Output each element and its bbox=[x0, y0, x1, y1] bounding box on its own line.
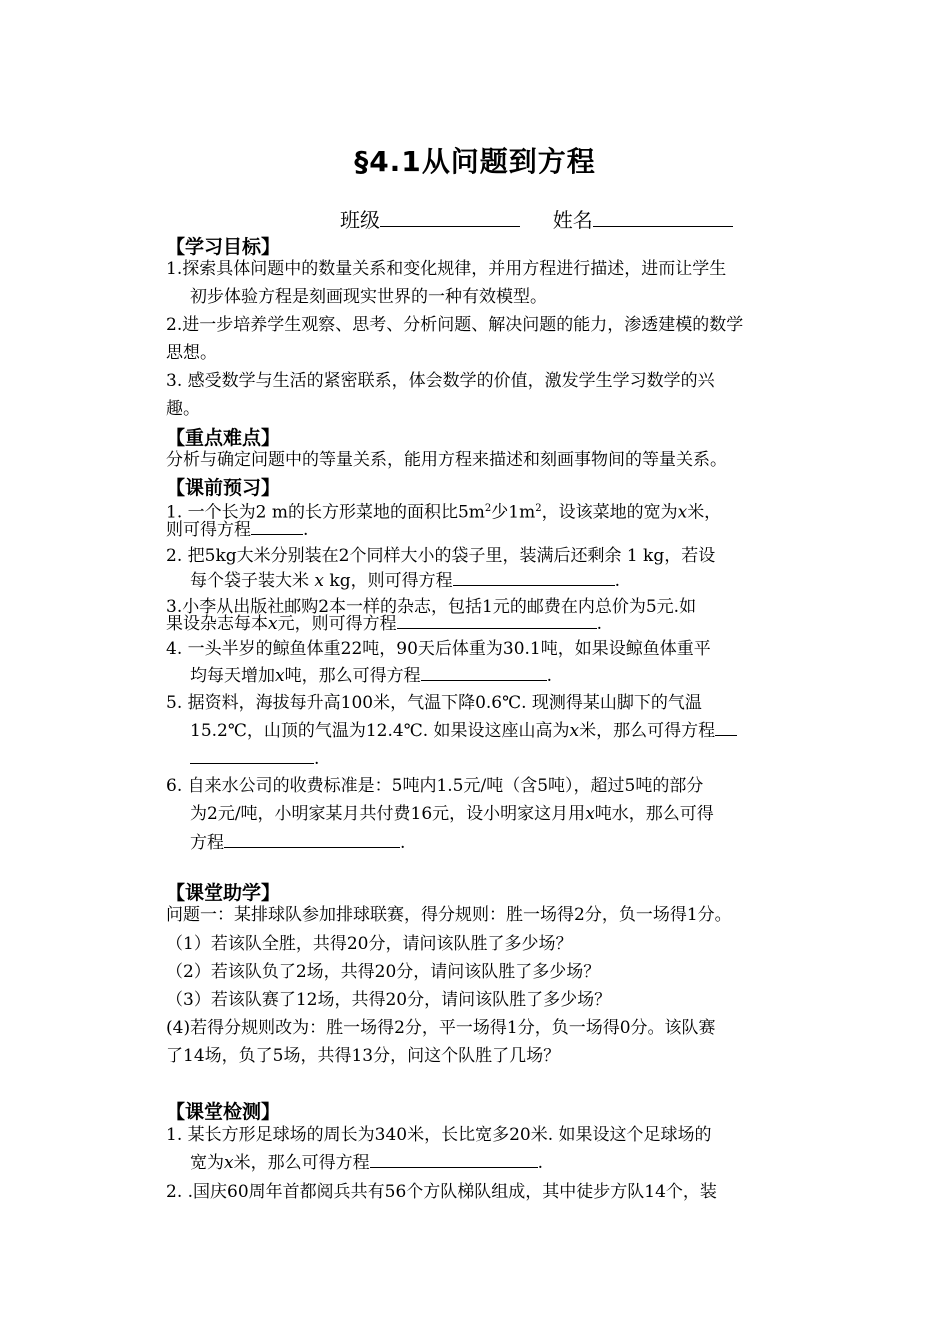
q1-variable: x bbox=[677, 502, 688, 523]
q1-answer-blank[interactable] bbox=[251, 520, 303, 535]
preview-q6-line-3 bbox=[190, 832, 405, 854]
q6-text-a: 为2元/吨，小明家某月共付费16元，设小明家这月用 bbox=[190, 804, 586, 824]
q3-text-b: 元，则可得方程 bbox=[277, 614, 397, 634]
q1-period: . bbox=[303, 520, 309, 540]
q2-period: . bbox=[614, 571, 620, 591]
preview-q5-line-1: 5. 据资料，海拔每升高100米，气温下降0.6℃. 现测得某山脚下的气温 bbox=[166, 693, 702, 713]
q1-text-e: 则可得方程 bbox=[166, 520, 251, 540]
q3-answer-blank[interactable] bbox=[397, 614, 597, 629]
q1-text-a: 1. 一个长为2 m的长方形菜地的面积比5m bbox=[166, 502, 485, 523]
q6-answer-blank[interactable] bbox=[224, 833, 400, 848]
q6-period: . bbox=[400, 833, 406, 853]
preview-q3-line-2 bbox=[166, 613, 602, 635]
preview-q4-line-2 bbox=[190, 665, 552, 687]
q5-text-a: 15.2℃，山顶的气温为12.4℃. 如果设这座山高为 bbox=[190, 721, 570, 741]
problem-1-sub-1: （1）若该队全胜，共得20分，请问该队胜了多少场？ bbox=[166, 934, 573, 954]
q5-answer-blank-start[interactable] bbox=[715, 721, 737, 736]
q6-text-c: 方程 bbox=[190, 833, 224, 853]
section-heading-goals: 【学习目标】 bbox=[166, 236, 281, 258]
goal-2-line-2: 思想。 bbox=[166, 343, 217, 363]
name-field[interactable] bbox=[593, 208, 733, 227]
preview-q6-line-1: 6. 自来水公司的收费标准是：5吨内1.5元/吨（含5吨），超过5吨的部分 bbox=[166, 776, 704, 796]
q2-answer-blank[interactable] bbox=[453, 571, 615, 586]
preview-q2-line-1: 2. 把5kg大米分别装在2个同样大小的袋子里，装满后还剩余 1 kg，若设 bbox=[166, 546, 716, 566]
name-label: 姓名 bbox=[552, 208, 593, 232]
check-q1-line-1: 1. 某长方形足球场的周长为340米，长比宽多20米. 如果设这个足球场的 bbox=[166, 1125, 712, 1145]
class-label: 班级 bbox=[340, 208, 380, 232]
q4-variable: x bbox=[275, 666, 285, 686]
preview-q1-line-2 bbox=[166, 519, 308, 541]
section-heading-preview: 【课前预习】 bbox=[166, 477, 281, 499]
c1-variable: x bbox=[224, 1153, 234, 1173]
q1-text-c: ，设该菜地的宽为 bbox=[541, 502, 678, 523]
preview-q3-line-1: 3.小李从出版社邮购2本一样的杂志，包括1元的邮费在内总价为5元.如 bbox=[166, 597, 697, 617]
student-info bbox=[340, 204, 733, 233]
q4-answer-blank[interactable] bbox=[421, 666, 547, 681]
c1-period: . bbox=[537, 1153, 543, 1173]
preview-q4-line-1: 4. 一头半岁的鲸鱼体重22吨，90天后体重为30.1吨，如果设鲸鱼体重平 bbox=[166, 639, 711, 659]
q2-variable: x bbox=[314, 571, 324, 591]
problem-1-sub-4-line-2: 了14场，负了5场，共得13分，问这个队胜了几场？ bbox=[166, 1046, 561, 1066]
q4-period: . bbox=[546, 666, 552, 686]
c1-text-b: 米，那么可得方程 bbox=[233, 1153, 370, 1173]
q2-text-a: 每个袋子装大米 bbox=[190, 571, 315, 591]
key-points-text: 分析与确定问题中的等量关系，能用方程来描述和刻画事物间的等量关系。 bbox=[166, 450, 727, 470]
c1-answer-blank[interactable] bbox=[370, 1153, 538, 1168]
preview-q5-line-3 bbox=[190, 748, 319, 770]
section-heading-key: 【重点难点】 bbox=[166, 427, 281, 449]
q5-variable: x bbox=[569, 721, 580, 741]
class-field[interactable] bbox=[380, 208, 520, 227]
page-title: §4.1从问题到方程 bbox=[354, 145, 596, 178]
goal-1-line-2: 初步体验方程是刻画现实世界的一种有效模型。 bbox=[190, 287, 547, 307]
goal-1-line-1: 1.探索具体问题中的数量关系和变化规律，并用方程进行描述，进而让学生 bbox=[166, 259, 727, 279]
q1-text-b: 少1m bbox=[491, 502, 536, 523]
q6-text-b: 吨水，那么可得 bbox=[594, 804, 714, 824]
problem-1-sub-4-line-1: (4)若得分规则改为：胜一场得2分，平一场得1分，负一场得0分。该队赛 bbox=[166, 1018, 716, 1038]
q1-sup-1: 2 bbox=[484, 503, 492, 514]
preview-q2-line-2 bbox=[190, 570, 620, 592]
goal-2-line-1: 2.进一步培养学生观察、思考、分析问题、解决问题的能力，渗透建模的数学 bbox=[166, 315, 744, 335]
q3-period: . bbox=[596, 614, 602, 634]
q2-text-b: kg，则可得方程 bbox=[324, 571, 453, 591]
q3-text-a: 果设杂志每本 bbox=[166, 614, 268, 634]
q1-text-d: 米， bbox=[687, 502, 722, 523]
problem-1-sub-3: （3）若该队赛了12场，共得20分，请问该队胜了多少场？ bbox=[166, 990, 612, 1010]
q5-text-b: 米，那么可得方程 bbox=[579, 721, 716, 741]
preview-q6-line-2 bbox=[190, 803, 714, 825]
q5-period: . bbox=[314, 749, 320, 769]
check-q2-line-1: 2. .国庆60周年首都阅兵共有56个方队梯队组成，其中徒步方队14个，装 bbox=[166, 1182, 717, 1202]
check-q1-line-2 bbox=[190, 1152, 543, 1174]
goal-3-line-1: 3. 感受数学与生活的紧密联系，体会数学的价值，激发学生学习数学的兴 bbox=[166, 371, 715, 391]
q3-variable: x bbox=[268, 614, 278, 634]
section-heading-check: 【课堂检测】 bbox=[166, 1101, 281, 1123]
q4-text-a: 均每天增加 bbox=[190, 666, 275, 686]
c1-text-a: 宽为 bbox=[190, 1153, 224, 1173]
q4-text-b: 吨，那么可得方程 bbox=[284, 666, 421, 686]
problem-1-intro: 问题一：某排球队参加排球联赛，得分规则：胜一场得2分，负一场得1分。 bbox=[166, 905, 732, 925]
preview-q5-line-2 bbox=[190, 720, 737, 742]
goal-3-line-2: 趣。 bbox=[166, 399, 200, 419]
section-heading-classhelp: 【课堂助学】 bbox=[166, 882, 281, 904]
q5-answer-blank[interactable] bbox=[190, 749, 314, 764]
q1-sup-2: 2 bbox=[535, 503, 542, 514]
problem-1-sub-2: （2）若该队负了2场，共得20分，请问该队胜了多少场？ bbox=[166, 962, 601, 982]
q6-variable: x bbox=[585, 804, 595, 824]
